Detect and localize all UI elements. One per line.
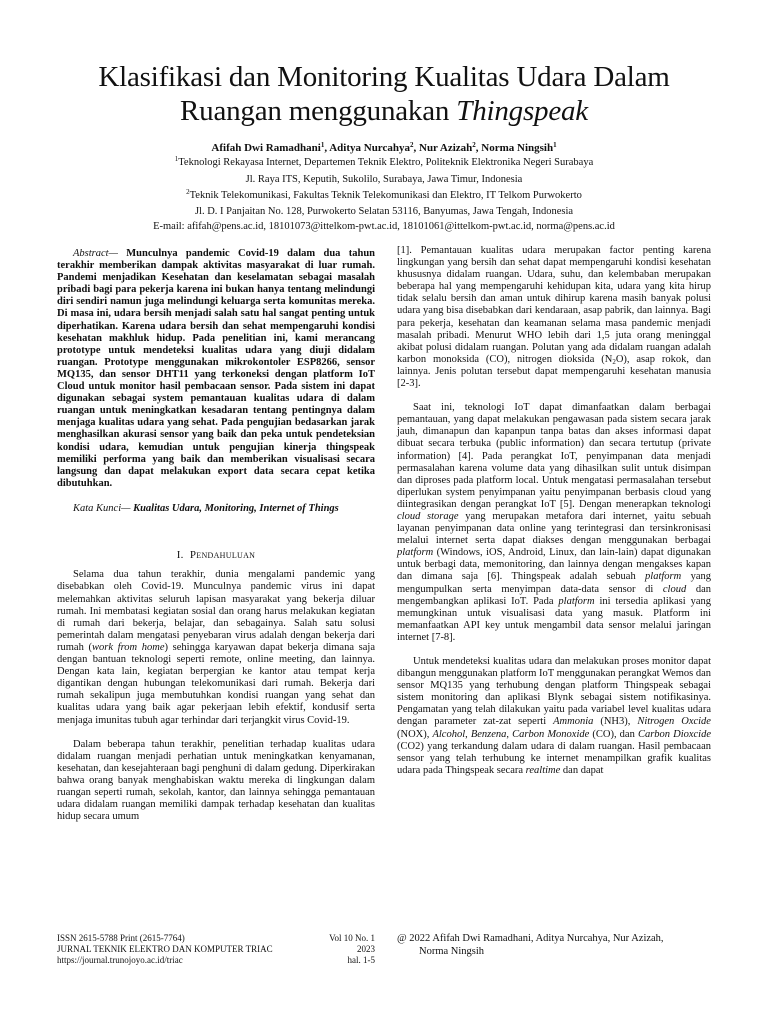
paragraph-text: ini tersedia aplikasi yang memungkinan untuk visualisasi data yang masuk. Platform ini memanfaatkan API key untuk mengambil data sensor melalui jaringan internet [7-8]. xyxy=(397,595,711,643)
footer-volume: Vol 10 No. 1 xyxy=(329,933,375,943)
copyright-line-1: @ 2022 Afifah Dwi Ramadhani, Aditya Nurcahya, Nur Azizah, xyxy=(397,933,664,944)
paragraph-italic-term: Nitrogen Oxcide xyxy=(637,716,711,728)
left-column xyxy=(57,248,375,823)
paragraph-text: Selama dua tahun terakhir, dunia mengalami pandemic yang disebabkan oleh Covid-19. Munculnya pandemic virus ini dapat melemahkan aktivitas seluruh lapisan masyarakat yang bekerja diluar rumah. Ini membatasi kegiatan sosial dan orang harus melakukan kegiatan di rumah dari bekerja, belajar, dan sebagainya. Salah satu solusi pemerintah dalam mengatasi penyebaran virus adalah dengan bekerja dari rumah ( xyxy=(57,569,375,653)
abstract xyxy=(57,248,375,490)
paragraph-text: (Windows, iOS, Android, Linux, dan lain-lain) dapat digunakan untuk berbagi data, memonitoring, dan lainnya dengan mengakses kapan dan dimana saja [6]. Thingspeak adalah sebuah xyxy=(397,547,711,583)
author-emails: E-mail: afifah@pens.ac.id, 18101073@ittelkom-pwt.ac.id, 18101061@ittelkom-pwt.ac.id, norma@pens.ac.id xyxy=(153,221,615,232)
keywords-body: Kualitas Udara, Monitoring, Internet of Things xyxy=(130,502,339,514)
paragraph-italic-term: cloud storage xyxy=(397,510,459,522)
paragraph-italic-term: platform xyxy=(397,547,434,559)
author-affiliation-mark: 1 xyxy=(553,141,557,149)
paragraph-text: dan dapat xyxy=(560,764,604,776)
author-separator: , xyxy=(324,142,330,154)
paragraph-italic-term: realtime xyxy=(525,764,561,776)
affiliation-mark: 2 xyxy=(186,188,190,196)
paragraph-italic-term: Carbon Monoxide xyxy=(512,728,590,740)
section-number: I. xyxy=(176,549,184,562)
paragraph-italic-term: Ammonia xyxy=(553,716,594,728)
paragraph-text: ) sehingga karyawan dapat bekerja dimana saja dengan bantuan teknologi seperti remote, online meeting, dan lainnya. Dengan kata lain, kegiatan berpergian ke kantor atau tempat kerja digantikan dengan hubungan telekomunikasi dari rumah. Bekerja dari rumah sekalipun juga membutuhkan kondisi ruangan yang sehat dan kualitas udara yang baik agar pekerjaan lebih efektif, kondusif serta menjaga imunitas tubuh agar terhindar dari terjangkit virus Covid-19. xyxy=(57,641,375,726)
author-name: Aditya Nurcahya xyxy=(329,142,410,154)
paper-title-line-1: Klasifikasi dan Monitoring Kualitas Udara Dalam xyxy=(98,61,670,93)
body-paragraph xyxy=(397,656,711,777)
paragraph-text: , xyxy=(506,728,513,740)
author-separator: , xyxy=(413,142,419,154)
footer-volume-info xyxy=(315,933,375,966)
author-name: Afifah Dwi Ramadhani xyxy=(211,142,321,154)
right-column xyxy=(397,245,711,777)
paper-title-line-2 xyxy=(40,94,728,128)
author-affiliation-mark: 2 xyxy=(472,141,476,149)
affiliation-mark: 1 xyxy=(174,155,179,163)
body-paragraph xyxy=(57,569,375,726)
affiliation-1 xyxy=(40,156,728,170)
paragraph-text: yang mengumpulkan serta menyimpan data-data sensor di xyxy=(397,571,711,595)
paragraph-text: (CO), dan xyxy=(589,728,638,740)
footer-journal-url[interactable]: https://journal.trunojoyo.ac.id/triac xyxy=(57,955,183,965)
paragraph-text: Saat ini, teknologi IoT dapat dimanfaatkan dalam berbagai pemantauan, yang dapat melakukan pengawasan pada sistem secara jarak jauh, dimanapun dan kapanpun tanpa batas dan akses informasi dapat dibuat secara terbuka (public information) dan secara tertutup (private information) [4]. Pada perangkat IoT, penyimpanan data menjadi permasalahan karena volume data yang dihasilkan sulit untuk disimpan dan diproses pada platform local. Untuk mengatasi permasalahan tersebut diperlukan system penyimpanan yaitu penyimpanan berbasis cloud yang diintegrasikan dengan perangkat IoT [5]. Dengan menerapkan teknologi xyxy=(397,402,711,510)
paragraph-text: [1]. Pemantauan kualitas udara merupakan factor penting karena lingkungan yang bersih dan sehat dapat mempengaruhi kondisi kesehatan khususnya didalam ruangan. Udara, suhu, dan kelembaban merupakan beberapa hal yang mempengaruhi kehidupan kita, udara yang kita hirup tidak selalu bersih dan aman untuk dihirup karena masih banyak polusi udara yang bisa disebabkan dari kendaraan, asap pabrik, dan lainnya. Bagi para pekerja, kesehatan dan keamanan selama masa pandemic menjadi masalah pribadi. Menurut WHO lebih dari 1,5 juta orang meninggal akibat polusi didalam ruangan. Polutan yang ada didalam ruangan adalah karbon monoksida (CO), nitrogen dioksida (N xyxy=(397,245,711,365)
affiliation-2 xyxy=(40,189,728,203)
paragraph-italic-term: Carbon Dioxcide xyxy=(637,728,712,740)
section-title: Pendahuluan xyxy=(189,549,256,562)
subscript: 2 xyxy=(612,357,616,366)
paragraph-text: (NOX), xyxy=(397,728,433,740)
keywords xyxy=(57,503,375,516)
paragraph-text: yang merupakan metafora dari internet, yaitu sebuah layanan penyimpanan data online yang terintegrasi dan tersinkronisasi melalui internet serta dapat diakses dengan menggunakan berbagai xyxy=(397,510,711,547)
paragraph-text: O), asap rokok, dan lainnya. Jenis polutan tersebut dapat mempengaruhi kesehatan manusia [2-3]. xyxy=(397,353,711,390)
paragraph-italic-term: platform xyxy=(558,595,595,607)
footer-copyright xyxy=(397,933,707,958)
paragraph-text: (NH3), xyxy=(593,716,638,728)
author-affiliation-mark: 2 xyxy=(410,141,414,149)
affiliation-name: Teknologi Rekayasa Internet, Departemen Teknik Elektro, Politeknik Elektronika Negeri Surabaya xyxy=(178,157,594,168)
footer-pages: hal. 1-5 xyxy=(347,955,375,965)
paper-title-plain: Ruangan menggunakan xyxy=(180,95,457,127)
footer-journal-name: JURNAL TEKNIK ELEKTRO DAN KOMPUTER TRIAC xyxy=(57,944,273,954)
abstract-body: Munculnya pandemic Covid-19 dalam dua tahun terakhir memberikan dampak aktivitas masyarakat di luar rumah. Pandemi menjadikan Kesehatan dan keselamatan sebagai masalah pribadi bagi para pekerja karena ini bukan hanya tentang melindungi diri sendiri namun juga melindungi keluarga serta komunitas mereka. Di masa ini, udara bersih menjadi salah satu hal sangat penting untuk diperhatikan. Karena udara bersih dan sehat mempengaruhi kondisi kesehatan makhluk hidup. Pada penelitian ini, kami merancang prototype untuk mendeteksi kualitas udara yang diuji didalam ruangan. Prototype menggunakan mikrokontoler ESP8266, sensor MQ135, dan sensor DHT11 yang terkoneksi dengan platform IoT Cloud untuk monitor hasil pembacaan sensor. Pada sistem ini dapat digunakan sebagai system pemantauan kualitas udara di dalam ruangan untuk meningkatkan kesadaran tentang pentingnya dalam menjaga kualitas udara yang sehat. Pada pengujian bedasarkan jarak menghasilkan akurasi sensor yang baik dan peka untuk pendeteksian kondisi udara, kemudian untuk pengujian kinerja thingspeak memiliki performa yang baik dan memberikan visualisasi secara langsung dan dapat melakukan export data secara cepat ketika dibutuhkan. xyxy=(57,248,375,489)
author-name: Norma Ningsih xyxy=(481,142,554,154)
keywords-lead: Kata Kunci— xyxy=(73,502,131,514)
footer-journal-info xyxy=(57,933,297,966)
body-paragraph: Dalam beberapa tahun terakhir, penelitian terhadap kualitas udara didalam ruangan menjadi perhatian untuk meningkatkan kenyamanan, kesehatan, dan kesejahteraan bagi penghuni di dalam gedung. Diperkirakan bahwa orang banyak menghabiskan waktu mereka di lingkungan dalam ruangan seperti rumah, sekolah, kantor, dan lainnya sehingga pemantauan udara didalam ruangan memiliki dampak terhadap kesehatan dan kualitas hidup secara umum xyxy=(57,738,375,823)
body-paragraph xyxy=(397,245,711,390)
footer-issn: ISSN 2615-5788 Print (2615-7764) xyxy=(57,933,185,943)
affiliation-1-address: Jl. Raya ITS, Keputih, Sukolilo, Surabaya, Jawa Timur, Indonesia xyxy=(245,174,523,185)
author-name: Nur Azizah xyxy=(419,142,473,154)
author-list xyxy=(40,141,728,155)
affiliation-2-address: Jl. D. I Panjaitan No. 128, Purwokerto Selatan 53116, Banyumas, Jawa Tengah, Indonesia xyxy=(194,206,574,217)
abstract-lead: Abstract— xyxy=(73,248,118,259)
paragraph-text: (CO2) yang terkandung dalam udara di dalam ruangan. Hasil pembacaan sensor yang telah terhubung ke internet menampilkan grafik kualitas udara pada Thingspeak secara xyxy=(397,740,711,776)
affiliation-name: Teknik Telekomunikasi, Fakultas Teknik Telekomunikasi dan Elektro, IT Telkom Purwokerto xyxy=(189,190,582,201)
paper-title-italic: Thingspeak xyxy=(456,95,588,127)
section-heading xyxy=(57,548,375,562)
body-paragraph xyxy=(397,402,711,644)
footer-year: 2023 xyxy=(357,944,375,954)
paragraph-italic-term: platform xyxy=(645,571,682,583)
author-affiliation-mark: 1 xyxy=(320,141,325,149)
author-separator: , xyxy=(475,142,482,154)
paragraph-text: dan mengembangkan aplikasi IoT. Pada xyxy=(397,583,711,607)
copyright-line-2: Norma Ningsih xyxy=(419,945,485,957)
paragraph-italic-term: Alcohol xyxy=(432,728,466,740)
paragraph-italic-term: work from home xyxy=(91,641,165,653)
paragraph-italic-term: Benzena xyxy=(470,728,507,740)
paragraph-text: , xyxy=(465,728,471,740)
paragraph-italic-term: cloud xyxy=(662,583,687,595)
paragraph-text: Untuk mendeteksi kualitas udara dan melakukan proses monitor dapat dibangun menggunakan platform IoT menggunakan perangkat Wemos dan sensor MQ135 yang terhubung dengan platform Thingspeak sebagai sistem monitoring dan aplikasi Blynk sebagai sistem notifikasinya. Pengamatan yang telah dilakukan yaitu pada variabel level kualitas udara dengan parameter zat-zat seperti xyxy=(397,656,711,728)
